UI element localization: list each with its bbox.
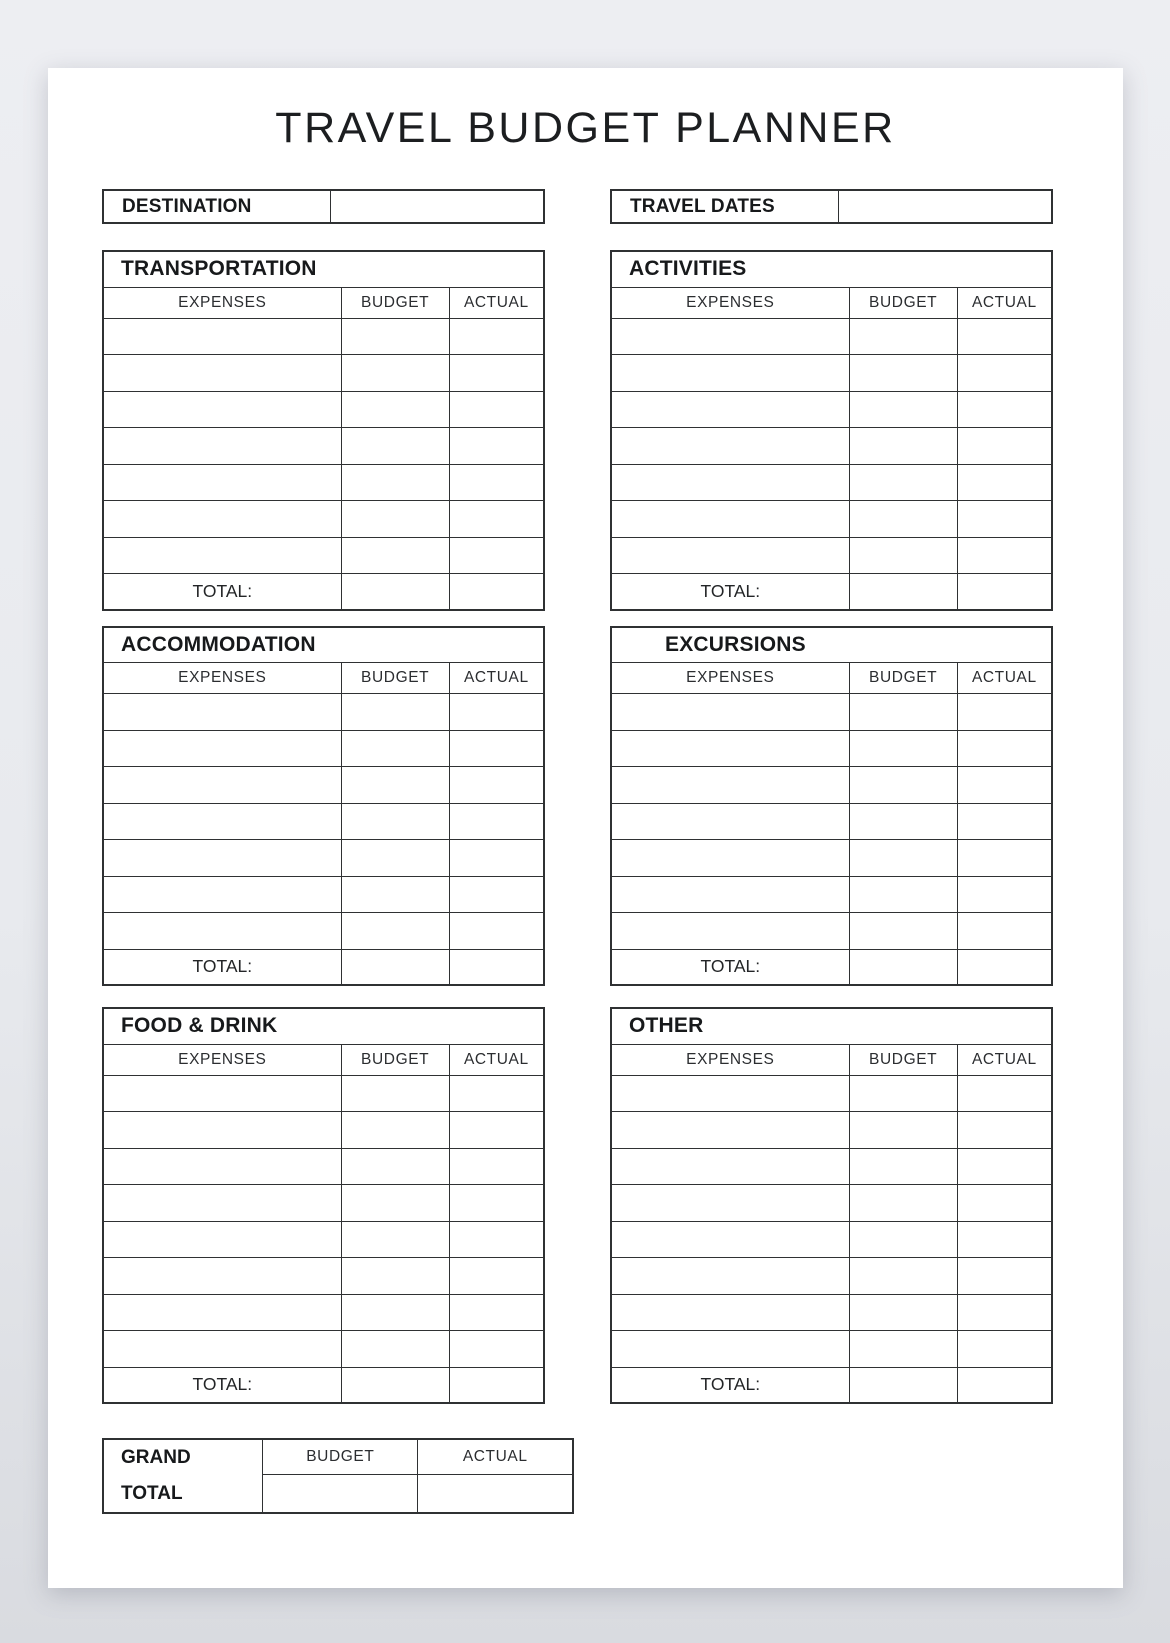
expense-name-cell[interactable] xyxy=(103,767,341,804)
section-total-budget-cell[interactable] xyxy=(849,949,957,985)
expense-actual-cell[interactable] xyxy=(957,391,1052,428)
expense-row xyxy=(611,840,1052,877)
expense-name-cell[interactable] xyxy=(611,1294,849,1331)
section-title: OTHER xyxy=(611,1008,1052,1044)
col-header-expenses: EXPENSES xyxy=(611,1044,849,1075)
expense-row xyxy=(103,1075,544,1112)
grand-budget-header: BUDGET xyxy=(263,1439,418,1474)
expense-name-cell[interactable] xyxy=(103,730,341,767)
expense-name-cell[interactable] xyxy=(103,537,341,574)
expense-name-cell[interactable] xyxy=(611,730,849,767)
grand-total-label-line1: GRAND xyxy=(121,1447,191,1468)
expense-budget-cell[interactable] xyxy=(341,464,449,501)
col-header-budget: BUDGET xyxy=(849,663,957,694)
section-total-actual-cell[interactable] xyxy=(449,1367,544,1403)
info-row xyxy=(102,189,1053,224)
expense-actual-cell[interactable] xyxy=(449,501,544,538)
expense-actual-cell[interactable] xyxy=(449,464,544,501)
expense-budget-cell[interactable] xyxy=(849,355,957,392)
expense-actual-cell[interactable] xyxy=(449,913,544,950)
expense-budget-cell[interactable] xyxy=(341,355,449,392)
expense-actual-cell[interactable] xyxy=(449,1221,544,1258)
expense-name-cell[interactable] xyxy=(103,1075,341,1112)
grand-total-label-line2: TOTAL xyxy=(121,1483,183,1504)
expense-row xyxy=(103,803,544,840)
expense-name-cell[interactable] xyxy=(103,913,341,950)
section-total-actual-cell[interactable] xyxy=(449,949,544,985)
expense-budget-cell[interactable] xyxy=(849,391,957,428)
expense-name-cell[interactable] xyxy=(611,876,849,913)
expense-name-cell[interactable] xyxy=(103,876,341,913)
column-header-row xyxy=(103,663,544,694)
expense-budget-cell[interactable] xyxy=(341,694,449,731)
expense-budget-cell[interactable] xyxy=(849,1185,957,1222)
expense-row xyxy=(103,694,544,731)
col-header-expenses: EXPENSES xyxy=(611,663,849,694)
expense-row xyxy=(611,876,1052,913)
expense-row xyxy=(611,1148,1052,1185)
expense-row xyxy=(103,876,544,913)
expense-row xyxy=(103,730,544,767)
expense-actual-cell[interactable] xyxy=(957,501,1052,538)
grand-actual-value-cell[interactable] xyxy=(418,1474,573,1513)
expense-budget-cell[interactable] xyxy=(341,913,449,950)
expense-budget-cell[interactable] xyxy=(849,767,957,804)
section-total-label: TOTAL: xyxy=(103,574,341,610)
expense-row xyxy=(103,464,544,501)
expense-row xyxy=(611,318,1052,355)
expense-row xyxy=(611,1294,1052,1331)
expense-row xyxy=(103,428,544,465)
expense-budget-cell[interactable] xyxy=(849,1221,957,1258)
expense-name-cell[interactable] xyxy=(611,318,849,355)
expense-row xyxy=(611,464,1052,501)
expense-row xyxy=(611,391,1052,428)
expense-name-cell[interactable] xyxy=(611,913,849,950)
expense-row xyxy=(611,803,1052,840)
section-total-row xyxy=(611,574,1052,610)
expense-actual-cell[interactable] xyxy=(957,1148,1052,1185)
expense-actual-cell[interactable] xyxy=(449,730,544,767)
section-title: ACTIVITIES xyxy=(611,251,1052,287)
expense-row xyxy=(103,1112,544,1149)
expense-name-cell[interactable] xyxy=(103,318,341,355)
destination-label: DESTINATION xyxy=(103,190,330,223)
section-title: TRANSPORTATION xyxy=(103,251,544,287)
col-header-budget: BUDGET xyxy=(849,1044,957,1075)
col-header-budget: BUDGET xyxy=(849,287,957,318)
travel-dates-value-cell[interactable] xyxy=(838,190,1052,223)
page-title: TRAVEL BUDGET PLANNER xyxy=(275,104,896,152)
expense-name-cell[interactable] xyxy=(103,1112,341,1149)
expense-name-cell[interactable] xyxy=(103,428,341,465)
expense-budget-cell[interactable] xyxy=(341,501,449,538)
expense-budget-cell[interactable] xyxy=(849,840,957,877)
expense-actual-cell[interactable] xyxy=(449,1258,544,1295)
section-total-label: TOTAL: xyxy=(611,574,849,610)
expense-actual-cell[interactable] xyxy=(957,1112,1052,1149)
expense-row xyxy=(611,428,1052,465)
expense-budget-cell[interactable] xyxy=(849,1331,957,1368)
expense-budget-cell[interactable] xyxy=(341,1075,449,1112)
expense-budget-cell[interactable] xyxy=(341,318,449,355)
expense-row xyxy=(611,1075,1052,1112)
section-total-budget-cell[interactable] xyxy=(849,1367,957,1403)
expense-row xyxy=(103,391,544,428)
travel-dates-row xyxy=(611,190,1052,223)
expense-name-cell[interactable] xyxy=(103,355,341,392)
expense-actual-cell[interactable] xyxy=(449,318,544,355)
expense-row xyxy=(103,318,544,355)
expense-actual-cell[interactable] xyxy=(957,767,1052,804)
expense-name-cell[interactable] xyxy=(611,1331,849,1368)
section-total-row xyxy=(103,1367,544,1403)
expense-budget-cell[interactable] xyxy=(341,730,449,767)
expense-budget-cell[interactable] xyxy=(341,428,449,465)
expense-actual-cell[interactable] xyxy=(957,1331,1052,1368)
expense-actual-cell[interactable] xyxy=(449,840,544,877)
expense-budget-cell[interactable] xyxy=(849,318,957,355)
section-title-row xyxy=(103,251,544,287)
section-total-actual-cell[interactable] xyxy=(957,949,1052,985)
expense-name-cell[interactable] xyxy=(103,1258,341,1295)
col-header-budget: BUDGET xyxy=(341,1044,449,1075)
col-header-expenses: EXPENSES xyxy=(103,287,341,318)
expense-row xyxy=(611,355,1052,392)
col-header-actual: ACTUAL xyxy=(449,287,544,318)
expense-name-cell[interactable] xyxy=(611,840,849,877)
expense-budget-cell[interactable] xyxy=(849,1075,957,1112)
expense-row xyxy=(611,1258,1052,1295)
expense-actual-cell[interactable] xyxy=(449,1331,544,1368)
expense-row xyxy=(611,1112,1052,1149)
expense-actual-cell[interactable] xyxy=(957,1294,1052,1331)
expense-budget-cell[interactable] xyxy=(341,1294,449,1331)
expense-row xyxy=(103,1221,544,1258)
expense-budget-cell[interactable] xyxy=(341,876,449,913)
expense-actual-cell[interactable] xyxy=(449,537,544,574)
expense-name-cell[interactable] xyxy=(611,428,849,465)
col-header-budget: BUDGET xyxy=(341,287,449,318)
section-total-label: TOTAL: xyxy=(611,949,849,985)
expense-actual-cell[interactable] xyxy=(957,730,1052,767)
column-header-row xyxy=(611,287,1052,318)
expense-actual-cell[interactable] xyxy=(449,355,544,392)
expense-name-cell[interactable] xyxy=(611,1258,849,1295)
expense-budget-cell[interactable] xyxy=(849,1258,957,1295)
expense-budget-cell[interactable] xyxy=(341,803,449,840)
expense-actual-cell[interactable] xyxy=(957,694,1052,731)
expense-budget-cell[interactable] xyxy=(341,1331,449,1368)
planner-page xyxy=(48,68,1123,1588)
budget-section-table xyxy=(102,250,545,611)
col-header-actual: ACTUAL xyxy=(957,1044,1052,1075)
expense-budget-cell[interactable] xyxy=(849,537,957,574)
expense-name-cell[interactable] xyxy=(611,537,849,574)
expense-actual-cell[interactable] xyxy=(957,1221,1052,1258)
col-header-expenses: EXPENSES xyxy=(611,287,849,318)
expense-row xyxy=(611,1221,1052,1258)
expense-actual-cell[interactable] xyxy=(449,1185,544,1222)
expense-name-cell[interactable] xyxy=(103,391,341,428)
expense-name-cell[interactable] xyxy=(103,1294,341,1331)
expense-name-cell[interactable] xyxy=(611,355,849,392)
expense-row xyxy=(103,355,544,392)
budget-section-table xyxy=(610,1007,1053,1404)
expense-budget-cell[interactable] xyxy=(849,694,957,731)
col-header-actual: ACTUAL xyxy=(957,287,1052,318)
expense-row xyxy=(611,537,1052,574)
destination-row xyxy=(103,190,544,223)
expense-actual-cell[interactable] xyxy=(957,1075,1052,1112)
expense-name-cell[interactable] xyxy=(103,1221,341,1258)
expense-row xyxy=(611,1331,1052,1368)
expense-name-cell[interactable] xyxy=(103,803,341,840)
sections-row-bottom xyxy=(102,1007,1053,1404)
section-title: FOOD & DRINK xyxy=(103,1008,544,1044)
expense-row xyxy=(611,694,1052,731)
expense-budget-cell[interactable] xyxy=(849,501,957,538)
grand-budget-value-cell[interactable] xyxy=(263,1474,418,1513)
expense-budget-cell[interactable] xyxy=(341,391,449,428)
expense-actual-cell[interactable] xyxy=(449,1148,544,1185)
col-header-actual: ACTUAL xyxy=(449,663,544,694)
expense-actual-cell[interactable] xyxy=(449,876,544,913)
expense-name-cell[interactable] xyxy=(611,1075,849,1112)
expense-row xyxy=(103,767,544,804)
column-header-row xyxy=(103,287,544,318)
column-header-row xyxy=(611,663,1052,694)
expense-row xyxy=(103,1294,544,1331)
travel-dates-box xyxy=(610,189,1053,224)
section-title: EXCURSIONS xyxy=(611,627,1052,663)
expense-budget-cell[interactable] xyxy=(849,464,957,501)
expense-name-cell[interactable] xyxy=(611,501,849,538)
expense-actual-cell[interactable] xyxy=(449,1075,544,1112)
expense-budget-cell[interactable] xyxy=(849,1112,957,1149)
expense-actual-cell[interactable] xyxy=(957,355,1052,392)
section-title-row xyxy=(103,1008,544,1044)
expense-actual-cell[interactable] xyxy=(449,1294,544,1331)
expense-actual-cell[interactable] xyxy=(449,1112,544,1149)
section-total-budget-cell[interactable] xyxy=(341,949,449,985)
col-header-expenses: EXPENSES xyxy=(103,1044,341,1075)
travel-dates-label: TRAVEL DATES xyxy=(611,190,838,223)
column-header-row xyxy=(611,1044,1052,1075)
expense-name-cell[interactable] xyxy=(611,694,849,731)
expense-row xyxy=(103,1258,544,1295)
expense-name-cell[interactable] xyxy=(103,1185,341,1222)
col-header-actual: ACTUAL xyxy=(957,663,1052,694)
expense-name-cell[interactable] xyxy=(611,391,849,428)
expense-budget-cell[interactable] xyxy=(849,1148,957,1185)
expense-budget-cell[interactable] xyxy=(849,428,957,465)
expense-budget-cell[interactable] xyxy=(341,1112,449,1149)
section-title-row xyxy=(611,627,1052,663)
expense-actual-cell[interactable] xyxy=(957,318,1052,355)
expense-actual-cell[interactable] xyxy=(957,464,1052,501)
expense-row xyxy=(103,1331,544,1368)
expense-name-cell[interactable] xyxy=(611,803,849,840)
expense-budget-cell[interactable] xyxy=(849,913,957,950)
expense-name-cell[interactable] xyxy=(103,464,341,501)
expense-budget-cell[interactable] xyxy=(341,767,449,804)
section-total-row xyxy=(103,949,544,985)
section-total-label: TOTAL: xyxy=(611,1367,849,1403)
column-header-row xyxy=(103,1044,544,1075)
expense-actual-cell[interactable] xyxy=(957,840,1052,877)
section-title: ACCOMMODATION xyxy=(103,627,544,663)
expense-name-cell[interactable] xyxy=(611,1185,849,1222)
sections-row-top xyxy=(102,250,1053,611)
section-total-label: TOTAL: xyxy=(103,949,341,985)
expense-budget-cell[interactable] xyxy=(849,730,957,767)
section-total-row xyxy=(611,1367,1052,1403)
section-total-actual-cell[interactable] xyxy=(957,574,1052,610)
expense-actual-cell[interactable] xyxy=(449,428,544,465)
expense-name-cell[interactable] xyxy=(103,840,341,877)
section-total-label: TOTAL: xyxy=(103,1367,341,1403)
section-total-actual-cell[interactable] xyxy=(957,1367,1052,1403)
expense-budget-cell[interactable] xyxy=(341,1148,449,1185)
expense-actual-cell[interactable] xyxy=(957,1185,1052,1222)
expense-row xyxy=(611,913,1052,950)
expense-row xyxy=(103,1185,544,1222)
planner-content xyxy=(102,189,1053,1514)
col-header-actual: ACTUAL xyxy=(449,1044,544,1075)
budget-section-table xyxy=(102,626,545,987)
destination-box xyxy=(102,189,545,224)
expense-actual-cell[interactable] xyxy=(957,537,1052,574)
budget-section-table xyxy=(102,1007,545,1404)
expense-row xyxy=(611,1185,1052,1222)
expense-actual-cell[interactable] xyxy=(957,913,1052,950)
grand-actual-header: ACTUAL xyxy=(418,1439,573,1474)
expense-actual-cell[interactable] xyxy=(449,803,544,840)
grand-total-header-row xyxy=(103,1439,573,1474)
expense-name-cell[interactable] xyxy=(611,767,849,804)
section-total-row xyxy=(103,574,544,610)
col-header-budget: BUDGET xyxy=(341,663,449,694)
expense-budget-cell[interactable] xyxy=(849,803,957,840)
expense-name-cell[interactable] xyxy=(611,1148,849,1185)
expense-row xyxy=(611,730,1052,767)
section-total-budget-cell[interactable] xyxy=(341,574,449,610)
expense-name-cell[interactable] xyxy=(103,501,341,538)
budget-section-table xyxy=(610,626,1053,987)
sections-row-middle xyxy=(102,626,1053,987)
expense-budget-cell[interactable] xyxy=(341,1221,449,1258)
expense-budget-cell[interactable] xyxy=(849,876,957,913)
expense-name-cell[interactable] xyxy=(611,1221,849,1258)
expense-actual-cell[interactable] xyxy=(957,803,1052,840)
budget-section-table xyxy=(610,250,1053,611)
expense-row xyxy=(611,767,1052,804)
section-title-row xyxy=(103,627,544,663)
section-title-row xyxy=(611,251,1052,287)
expense-budget-cell[interactable] xyxy=(341,1258,449,1295)
expense-budget-cell[interactable] xyxy=(341,840,449,877)
expense-actual-cell[interactable] xyxy=(957,1258,1052,1295)
expense-name-cell[interactable] xyxy=(611,1112,849,1149)
expense-row xyxy=(103,537,544,574)
expense-row xyxy=(103,501,544,538)
expense-actual-cell[interactable] xyxy=(449,767,544,804)
grand-total-table xyxy=(102,1438,574,1514)
section-total-row xyxy=(611,949,1052,985)
col-header-expenses: EXPENSES xyxy=(103,663,341,694)
expense-row xyxy=(611,501,1052,538)
section-total-budget-cell[interactable] xyxy=(341,1367,449,1403)
expense-actual-cell[interactable] xyxy=(957,876,1052,913)
expense-row xyxy=(103,840,544,877)
expense-row xyxy=(103,913,544,950)
expense-budget-cell[interactable] xyxy=(849,1294,957,1331)
expense-name-cell[interactable] xyxy=(103,694,341,731)
expense-budget-cell[interactable] xyxy=(341,1185,449,1222)
expense-actual-cell[interactable] xyxy=(957,428,1052,465)
destination-value-cell[interactable] xyxy=(330,190,544,223)
expense-name-cell[interactable] xyxy=(103,1148,341,1185)
expense-actual-cell[interactable] xyxy=(449,694,544,731)
section-total-actual-cell[interactable] xyxy=(449,574,544,610)
grand-total-label xyxy=(103,1439,263,1513)
expense-budget-cell[interactable] xyxy=(341,537,449,574)
expense-row xyxy=(103,1148,544,1185)
section-title-row xyxy=(611,1008,1052,1044)
expense-name-cell[interactable] xyxy=(103,1331,341,1368)
expense-name-cell[interactable] xyxy=(611,464,849,501)
expense-actual-cell[interactable] xyxy=(449,391,544,428)
section-total-budget-cell[interactable] xyxy=(849,574,957,610)
